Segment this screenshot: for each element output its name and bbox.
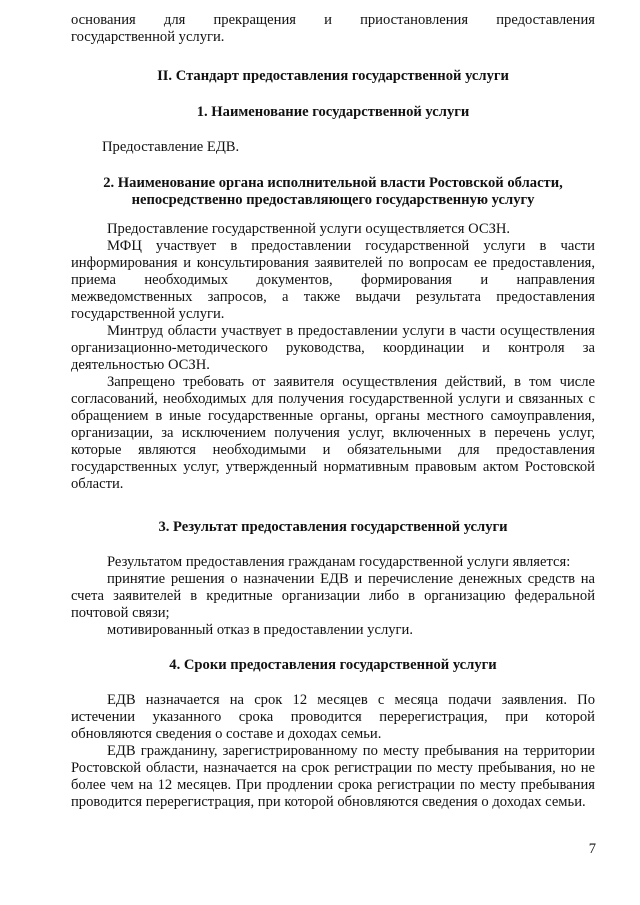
subsection-3-paragraph-1: Результатом предоставления гражданам государственной услуги является: bbox=[107, 554, 571, 570]
subsection-3-body bbox=[71, 554, 595, 639]
subsection-2-paragraph-1: Предоставление государственной услуги осуществляется ОСЗН. bbox=[107, 221, 511, 237]
subsection-4-heading: 4. Сроки предоставления государственной услуги bbox=[169, 657, 497, 673]
subsection-2-heading-line-2: непосредственно предоставляющего государственную услугу bbox=[131, 192, 535, 208]
subsection-1-text: Предоставление ЕДВ. bbox=[102, 139, 240, 155]
subsection-3-heading: 3. Результат предоставления государственной услуги bbox=[158, 519, 508, 535]
page-number: 7 bbox=[588, 841, 596, 857]
subsection-3-paragraph-3: мотивированный отказ в предоставлении услуги. bbox=[107, 622, 413, 638]
intro-line-2: государственной услуги. bbox=[71, 29, 225, 45]
subsection-2-paragraph-2: МФЦ участвует в предоставлении государственной услуги в части информирования и консультирования заявителей по вопросам ее предоставления, приема необходимых документов, формирования и направления межведомственных запросов, а также выдачи результата предоставления государственной услуги. bbox=[71, 238, 595, 322]
subsection-2-heading bbox=[71, 175, 595, 209]
section-2-heading: II. Стандарт предоставления государственной услуги bbox=[157, 68, 509, 84]
subsection-2-paragraph-3: Минтруд области участвует в предоставлении услуги в части осуществления организационно-методического руководства, координации и контроля за деятельностью ОСЗН. bbox=[71, 323, 595, 373]
subsection-3-paragraph-2: принятие решения о назначении ЕДВ и перечисление денежных средств на счета заявителей в кредитные организации либо в организацию федеральной почтовой связи; bbox=[71, 571, 595, 621]
subsection-2-body bbox=[71, 221, 595, 493]
subsection-4-body bbox=[71, 692, 595, 811]
intro-line-1: основания для прекращения и приостановления предоставления bbox=[71, 12, 595, 28]
subsection-4-paragraph-1: ЕДВ назначается на срок 12 месяцев с месяца подачи заявления. По истечении указанного срока проводится перерегистрация, при которой обновляются сведения о составе и доходах семьи. bbox=[71, 692, 595, 742]
subsection-2-paragraph-4: Запрещено требовать от заявителя осуществления действий, в том числе согласований, необходимых для получения государственной услуги и связанных с обращением в иные государственные органы, органы местного самоуправления, организации, за исключением получения услуг, включенных в перечень услуг, которые являются необходимыми и обязательными для предоставления государственных услуг, утвержденный нормативным правовым актом Ростовской области. bbox=[71, 374, 595, 492]
subsection-4-paragraph-2: ЕДВ гражданину, зарегистрированному по месту пребывания на территории Ростовской области, назначается на срок регистрации по месту пребывания, но не более чем на 12 месяцев. При продлении срока регистрации по месту пребывания проводится перерегистрация, при которой обновляются сведения о доходах семьи. bbox=[71, 743, 595, 810]
subsection-2-heading-line-1: 2. Наименование органа исполнительной власти Ростовской области, bbox=[103, 175, 563, 191]
subsection-1-heading: 1. Наименование государственной услуги bbox=[196, 104, 470, 120]
